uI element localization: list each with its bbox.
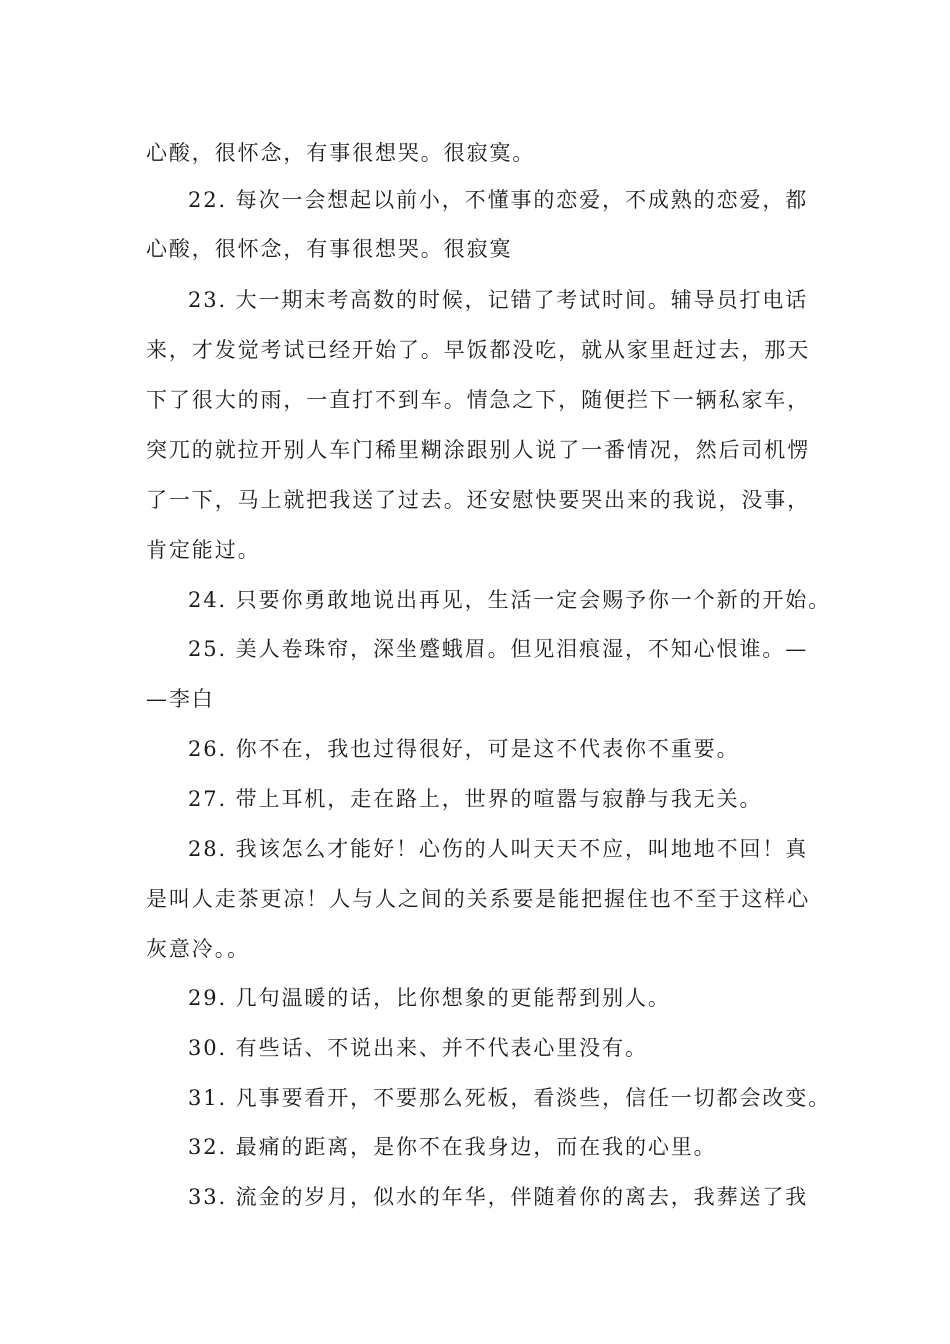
text-line: 23. 大一期末考高数的时候，记错了考试时间。辅导员打电话 bbox=[188, 288, 809, 312]
text-line: 肯定能过。 bbox=[146, 538, 261, 562]
text-line: 30. 有些话、不说出来、并不代表心里没有。 bbox=[188, 1036, 648, 1060]
text-line: 31. 凡事要看开，不要那么死板，看淡些，信任一切都会改变。 bbox=[188, 1086, 832, 1110]
text-line: 心酸，很怀念，有事很想哭。很寂寞 bbox=[146, 237, 513, 261]
text-line: 27. 带上耳机，走在路上，世界的喧嚣与寂静与我无关。 bbox=[188, 787, 763, 811]
text-line: 25. 美人卷珠帘，深坐蹙蛾眉。但见泪痕湿，不知心恨谁。— bbox=[188, 637, 809, 661]
text-line: 24. 只要你勇敢地说出再见，生活一定会赐予你一个新的开始。 bbox=[188, 588, 832, 612]
text-line: 28. 我该怎么才能好！心伤的人叫天天不应，叫地地不回！真 bbox=[188, 837, 809, 861]
text-line: 22. 每次一会想起以前小，不懂事的恋爱，不成熟的恋爱，都 bbox=[188, 188, 809, 212]
text-line: 29. 几句温暖的话，比你想象的更能帮到别人。 bbox=[188, 986, 671, 1010]
text-line: 33. 流金的岁月，似水的年华，伴随着你的离去，我葬送了我 bbox=[188, 1185, 809, 1209]
text-line: 心酸，很怀念，有事很想哭。很寂寞。 bbox=[146, 141, 536, 165]
text-line: 了一下，马上就把我送了过去。还安慰快要哭出来的我说，没事， bbox=[146, 488, 811, 512]
text-line: 突兀的就拉开别人车门稀里糊涂跟别人说了一番情况，然后司机愣 bbox=[146, 438, 811, 462]
text-line: —李白 bbox=[146, 687, 215, 711]
text-line: 26. 你不在，我也过得很好，可是这不代表你不重要。 bbox=[188, 737, 740, 761]
text-line: 下了很大的雨，一直打不到车。情急之下，随便拦下一辆私家车， bbox=[146, 388, 811, 412]
text-line: 来，才发觉考试已经开始了。早饭都没吃，就从家里赶过去，那天 bbox=[146, 338, 811, 362]
text-line: 灰意冷。。 bbox=[146, 937, 250, 961]
text-line: 是叫人走茶更凉！人与人之间的关系要是能把握住也不至于这样心 bbox=[146, 887, 811, 911]
text-line: 32. 最痛的距离，是你不在我身边，而在我的心里。 bbox=[188, 1135, 717, 1159]
